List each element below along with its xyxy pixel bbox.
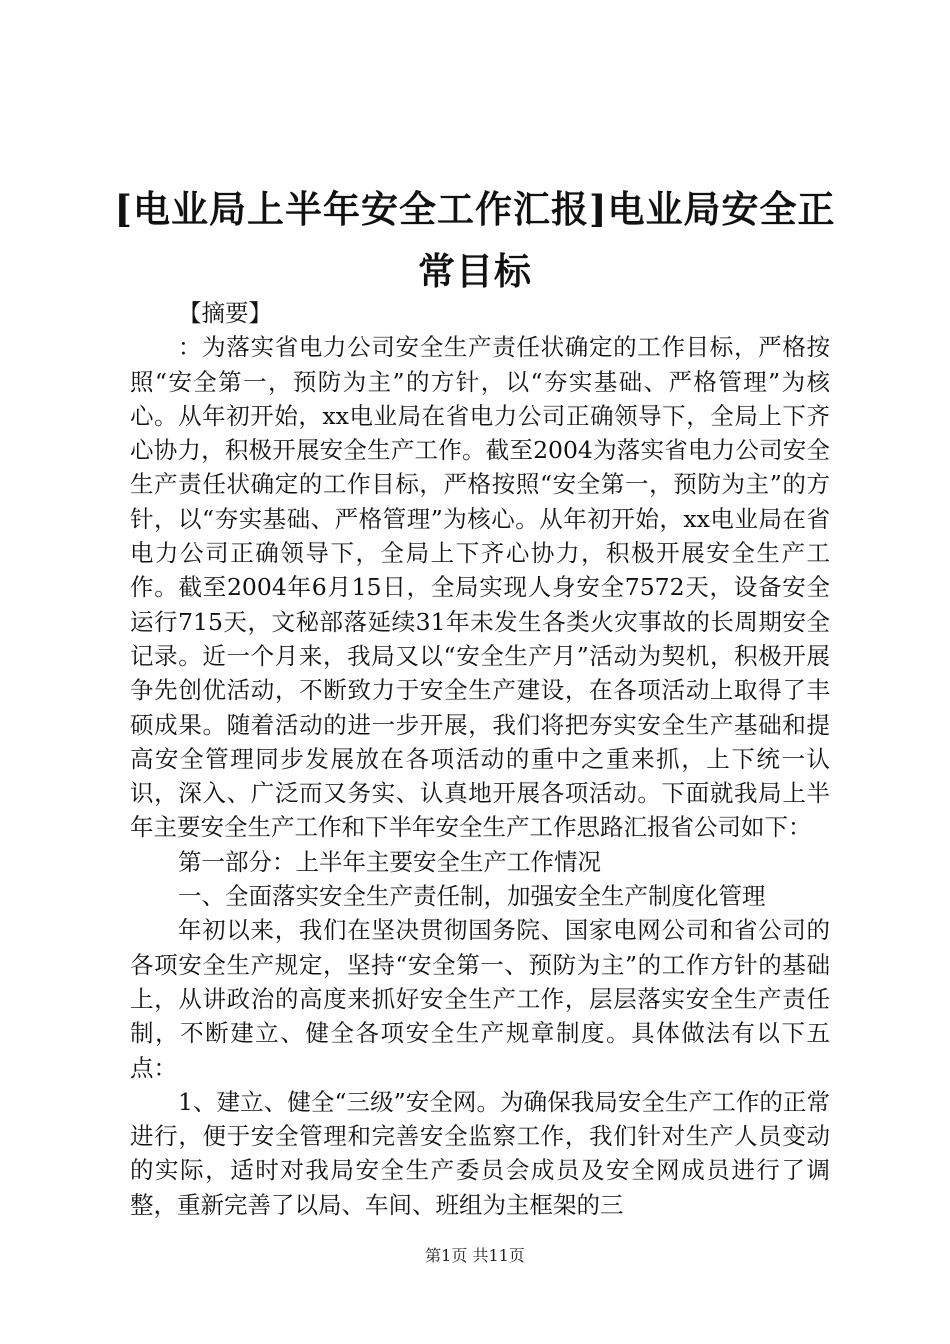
- document-title: [电业局上半年安全工作汇报]电业局安全正常目标: [114, 187, 836, 293]
- abstract-label: 【摘要】: [178, 299, 272, 327]
- section-heading: 第一部分：上半年主要安全生产工作情况: [178, 847, 601, 876]
- body-paragraph: 年初以来，我们在坚决贯彻国务院、国家电网公司和省公司的各项安全生产规定，坚持“安全第一、预防为主”的工作方针的基础上，从讲政治的高度来抓好安全生产工作，层层落实安全生产责任制，不断建立、健全各项安全生产规章制度。具体做法有以下五点：: [130, 916, 830, 1082]
- abstract-paragraph: ：为落实省电力公司安全生产责任状确定的工作目标，严格按照“安全第一，预防为主”的方针，以“夯实基础、严格管理”为核心。从年初开始，xx电业局在省电力公司正确领导下，全局上下齐心协力，积极开展安全生产工作。截至2004为落实省电力公司安全生产责任状确定的工作目标，严格按照“安全第一，预防为主”的方针，以“夯实基础、严格管理”为核心。从年初开始，xx电业局在省电力公司正确领导下，全局上下齐心协力，积极开展安全生产工作。截至2004年6月15日，全局实现人身安全7572天，设备安全运行715天，文秘部落延续31年未发生各类火灾事故的长周期安全记录。近一个月来，我局又以“安全生产月”活动为契机，积极开展争先创优活动，不断致力于安全生产建设，在各项活动上取得了丰硕成果。随着活动的进一步开展，我们将把夯实安全生产基础和提高安全管理同步发展放在各项活动的重中之重来抓，上下统一认识，深入、广泛而又务实、认真地开展各项活动。下面就我局上半年主要安全生产工作和下半年安全生产工作思路汇报省公司如下：: [130, 333, 830, 842]
- body-paragraph: 1、建立、健全“三级”安全网。为确保我局安全生产工作的正常进行，便于安全管理和完善安全监察工作，我们针对生产人员变动的实际，适时对我局安全生产委员会成员及安全网成员进行了调整，重新完善了以局、车间、班组为主框架的三: [130, 1087, 830, 1219]
- subsection-heading: 一、全面落实安全生产责任制，加强安全生产制度化管理: [178, 882, 766, 911]
- document-body: [130, 296, 830, 1222]
- page-footer: 第1页 共11页: [425, 1246, 525, 1265]
